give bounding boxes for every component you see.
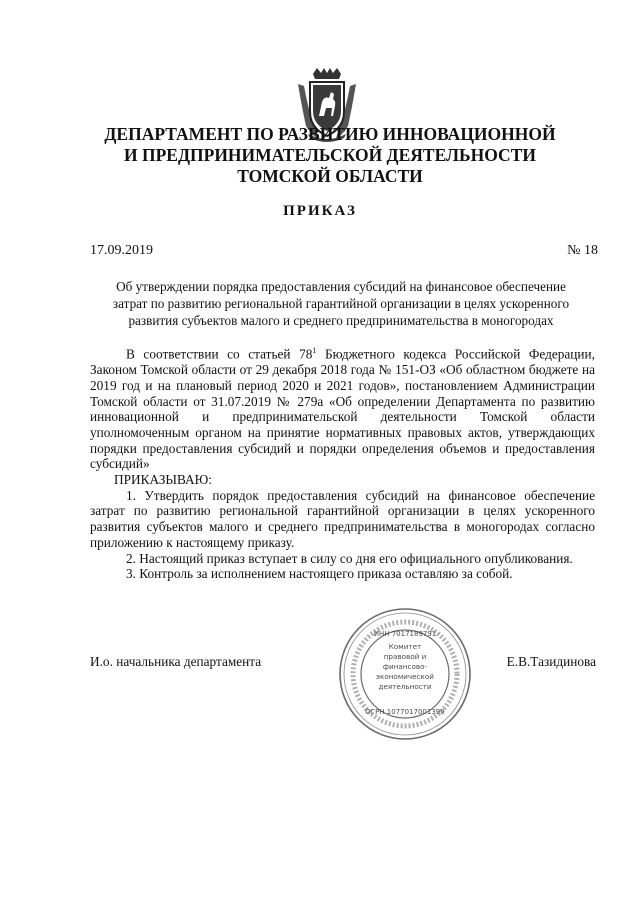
- department-line-2: И ПРЕДПРИНИМАТЕЛЬСКОЙ ДЕЯТЕЛЬНОСТИ: [124, 145, 536, 165]
- order-number: № 18: [567, 243, 598, 258]
- point-3: 3. Контроль за исполнением настоящего приказа оставляю за собой.: [126, 566, 513, 582]
- stamp-inn: ИНН 7017189791: [373, 630, 437, 638]
- stamp-ogrn: ОГРН 1077017001390: [365, 708, 445, 716]
- department-line-1: ДЕПАРТАМЕНТ ПО РАЗВИТИЮ ИННОВАЦИОННОЙ: [104, 124, 556, 144]
- order-body: [90, 343, 595, 582]
- department-line-3: ТОМСКОЙ ОБЛАСТИ: [237, 166, 423, 186]
- preamble-start: В соответствии со статьей 78: [126, 346, 313, 362]
- signer-name: Е.В.Тазидинова: [506, 654, 596, 669]
- signer-position: И.о. начальника департамента: [90, 654, 262, 669]
- stamp-line-4: экономической: [376, 672, 434, 681]
- order-subject: [96, 278, 586, 330]
- subject-line-3: развития субъектов малого и среднего предпринимательства в моногородах: [128, 313, 554, 329]
- preamble-paragraph: [90, 343, 595, 472]
- subject-line-1: Об утверждении порядка предоставления субсидий на финансовое обеспечение: [116, 279, 566, 294]
- stamp-line-1: Комитет: [388, 642, 422, 651]
- department-name: [60, 124, 600, 187]
- stamp-line-2: правовой и: [383, 652, 427, 661]
- official-stamp: [337, 606, 473, 742]
- subject-line-2: затрат по развитию региональной гарантийной организации в целях ускоренного: [112, 296, 570, 312]
- point-1: 1. Утвердить порядок предоставления субсидий на финансовое обеспечение затрат по развитию региональной гарантийной организации в целях ускоренного развития субъектов малого и среднего предпринимательства в моногородах согласно приложению к настоящему приказу.: [90, 487, 595, 550]
- order-date: 17.09.2019: [90, 243, 153, 258]
- decree-word: ПРИКАЗЫВАЮ:: [114, 472, 212, 488]
- stamp-line-5: деятельности: [378, 682, 432, 691]
- order-title: ПРИКАЗ: [283, 203, 357, 219]
- preamble-rest: Бюджетного кодекса Российской Федерации, Законом Томской области от 29 декабря 2018 года № 151-ОЗ «Об областном бюджете на 2019 год и на плановый период 2020 и 2021 годов», постановлением Администрации Томской области от 31.07.2019 № 279а «Об определении Департамента по развитию инновационной и предпринимательской деятельности Томской области уполномоченным органом на принятие нормативных правовых актов, утверждающих порядки предоставления субсидий и порядки определения объемов и предоставления субсидий»: [90, 346, 595, 472]
- point-2: 2. Настоящий приказ вступает в силу со дня его официального опубликования.: [126, 550, 573, 566]
- preamble-superscript: 1: [312, 346, 317, 355]
- stamp-line-3: финансово-: [382, 662, 428, 671]
- stamp-center-text: [371, 642, 439, 692]
